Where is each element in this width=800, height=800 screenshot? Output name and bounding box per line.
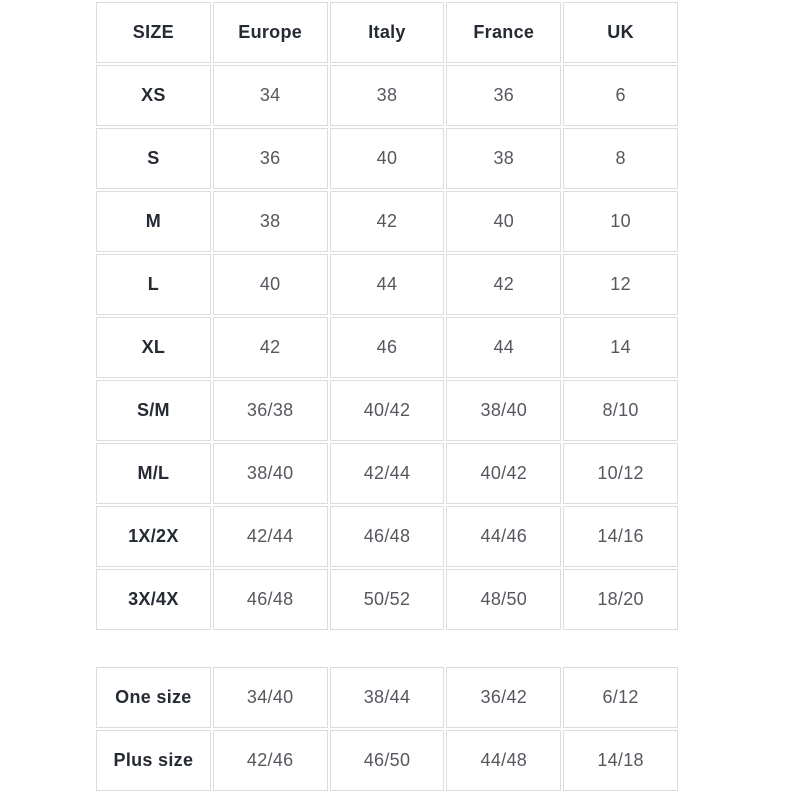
size-value-cell: 46/50 — [330, 730, 445, 791]
table-row — [96, 443, 678, 504]
size-value-cell: 42/44 — [330, 443, 445, 504]
size-value-cell: 14/16 — [563, 506, 678, 567]
size-label-cell: XL — [96, 317, 211, 378]
table-row — [96, 380, 678, 441]
size-value-cell: 6 — [563, 65, 678, 126]
size-value-cell: 40 — [330, 128, 445, 189]
size-value-cell: 42/44 — [213, 506, 328, 567]
size-value-cell: 46/48 — [213, 569, 328, 630]
size-label-cell: M — [96, 191, 211, 252]
size-value-cell: 14 — [563, 317, 678, 378]
size-value-cell: 40 — [213, 254, 328, 315]
size-value-cell: 44 — [330, 254, 445, 315]
table-row — [96, 569, 678, 630]
table-row — [96, 506, 678, 567]
size-value-cell: 40/42 — [330, 380, 445, 441]
special-size-table-body — [96, 667, 678, 791]
header-cell-uk: UK — [563, 2, 678, 63]
size-value-cell: 42/46 — [213, 730, 328, 791]
table-row — [96, 667, 678, 728]
size-value-cell: 40/42 — [446, 443, 561, 504]
size-value-cell: 38 — [446, 128, 561, 189]
size-value-cell: 8/10 — [563, 380, 678, 441]
size-value-cell: 44/46 — [446, 506, 561, 567]
size-value-cell: 42 — [213, 317, 328, 378]
special-size-table — [94, 665, 680, 793]
size-value-cell: 36/38 — [213, 380, 328, 441]
size-value-cell: 36 — [446, 65, 561, 126]
size-value-cell: 38/40 — [213, 443, 328, 504]
table-row — [96, 254, 678, 315]
size-value-cell: 6/12 — [563, 667, 678, 728]
size-label-cell: 1X/2X — [96, 506, 211, 567]
size-label-cell: S/M — [96, 380, 211, 441]
header-cell-italy: Italy — [330, 2, 445, 63]
size-value-cell: 46/48 — [330, 506, 445, 567]
size-conversion-table — [94, 0, 680, 632]
size-label-cell: XS — [96, 65, 211, 126]
table-row — [96, 317, 678, 378]
header-cell-size: SIZE — [96, 2, 211, 63]
table-row — [96, 191, 678, 252]
size-label-cell: S — [96, 128, 211, 189]
size-value-cell: 44/48 — [446, 730, 561, 791]
header-row — [96, 2, 678, 63]
size-value-cell: 36/42 — [446, 667, 561, 728]
size-value-cell: 38 — [330, 65, 445, 126]
size-value-cell: 10/12 — [563, 443, 678, 504]
table-row — [96, 730, 678, 791]
size-conversion-table-head — [96, 2, 678, 63]
size-label-cell: 3X/4X — [96, 569, 211, 630]
size-value-cell: 38/44 — [330, 667, 445, 728]
header-cell-europe: Europe — [213, 2, 328, 63]
size-value-cell: 38/40 — [446, 380, 561, 441]
size-label-cell: L — [96, 254, 211, 315]
size-value-cell: 10 — [563, 191, 678, 252]
size-value-cell: 34 — [213, 65, 328, 126]
size-conversion-table-body — [96, 65, 678, 630]
size-value-cell: 42 — [330, 191, 445, 252]
size-value-cell: 8 — [563, 128, 678, 189]
size-label-cell: Plus size — [96, 730, 211, 791]
size-value-cell: 48/50 — [446, 569, 561, 630]
size-value-cell: 44 — [446, 317, 561, 378]
size-value-cell: 42 — [446, 254, 561, 315]
size-value-cell: 18/20 — [563, 569, 678, 630]
size-value-cell: 50/52 — [330, 569, 445, 630]
size-value-cell: 46 — [330, 317, 445, 378]
size-value-cell: 38 — [213, 191, 328, 252]
size-label-cell: M/L — [96, 443, 211, 504]
size-value-cell: 34/40 — [213, 667, 328, 728]
table-row — [96, 65, 678, 126]
size-value-cell: 14/18 — [563, 730, 678, 791]
header-cell-france: France — [446, 2, 561, 63]
table-row — [96, 128, 678, 189]
size-value-cell: 36 — [213, 128, 328, 189]
size-label-cell: One size — [96, 667, 211, 728]
size-value-cell: 12 — [563, 254, 678, 315]
size-value-cell: 40 — [446, 191, 561, 252]
